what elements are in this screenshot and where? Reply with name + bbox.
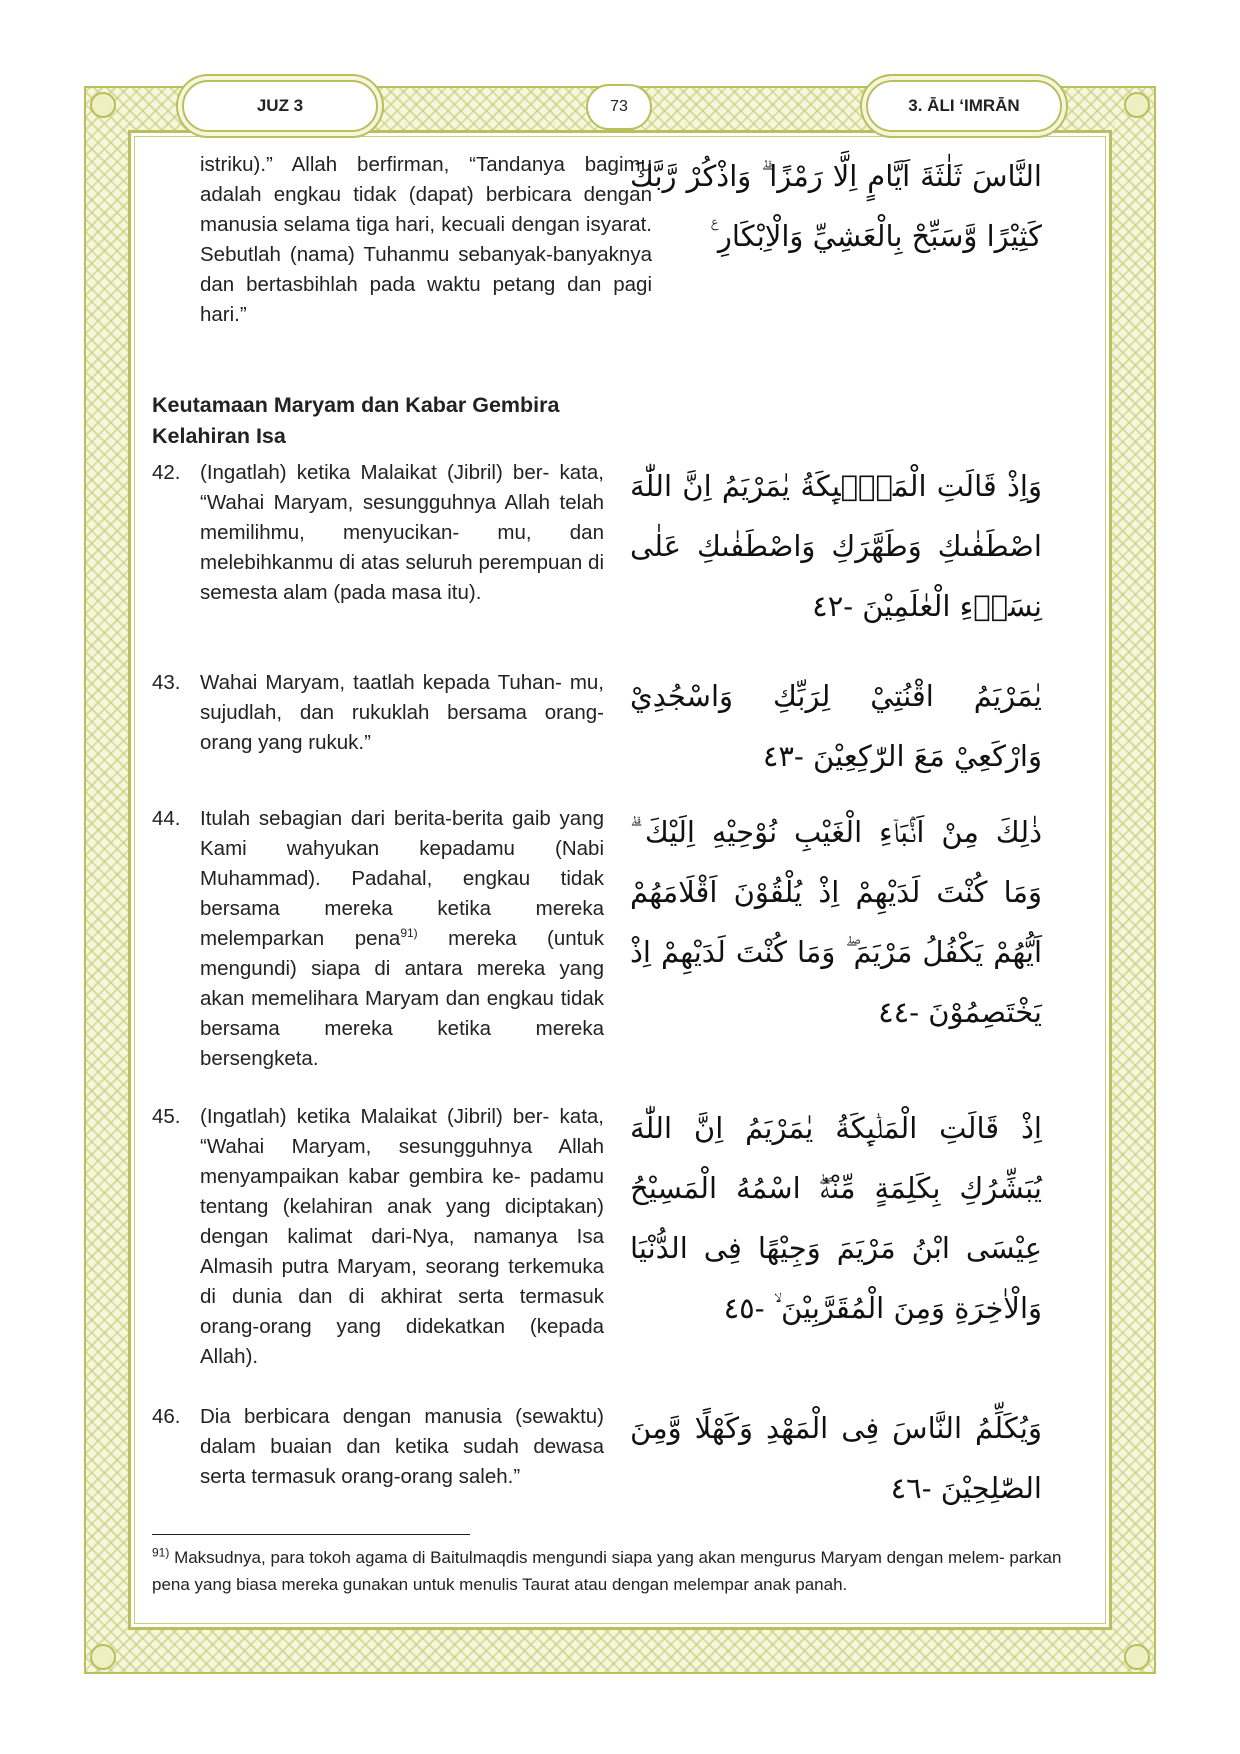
verse-text-part: Itulah sebagian dari berita-berita gaib yang Kami wahyukan kepadamu (Nabi Muhammad). Padahal, engkau tidak bersama mereka ketika mereka melemparkan pena bbox=[200, 807, 604, 950]
verse-45-arabic: اِذْ قَالَتِ الْمَلٰۤىِٕكَةُ يٰمَرْيَمُ اِنَّ اللّٰهَ يُبَشِّرُكِ بِكَلِمَةٍ مِّنْهُۖ اسْمُهُ الْمَسِيْحُ عِيْسَى ابْنُ مَرْيَمَ وَجِيْهًا فِى الدُّنْيَا وَالْاٰخِرَةِ وَمِنَ الْمُقَرَّبِيْنَ ۙ ‎-٤٥ bbox=[630, 1111, 1042, 1325]
verse-43-arabic: يٰمَرْيَمُ اقْنُتِيْ لِرَبِّكِ وَاسْجُدِيْ وَارْكَعِيْ مَعَ الرّٰكِعِيْنَ ‎-٤٣ bbox=[630, 679, 1042, 773]
verse-42-translation bbox=[152, 458, 604, 608]
footnote-text: Maksudnya, para tokoh agama di Baitulmaqdis mengundi siapa yang akan mengurus Maryam dengan melem- parkan pena yang biasa mereka gunakan untuk menulis Taurat atau dengan melempar anak panah. bbox=[152, 1548, 1062, 1594]
corner-ornament-top-left bbox=[90, 92, 116, 118]
verse-text-part: mereka (untuk mengundi) siapa di antara mereka yang akan memelihara Maryam dan engkau tidak bersama mereka ketika mereka bersengketa. bbox=[200, 927, 604, 1070]
section-heading: Keutamaan Maryam dan Kabar Gembira Kelahiran Isa bbox=[152, 393, 560, 448]
verse-number: 42. bbox=[152, 461, 181, 484]
verse-46-arabic: وَيُكَلِّمُ النَّاسَ فِى الْمَهْدِ وَكَهْلًا وَّمِنَ الصّٰلِحِيْنَ ‎-٤٦ bbox=[630, 1411, 1042, 1505]
corner-ornament-top-right bbox=[1124, 92, 1150, 118]
corner-ornament-bottom-left bbox=[90, 1644, 116, 1670]
verse-44-translation bbox=[152, 804, 604, 1074]
verse-text: (Ingatlah) ketika Malaikat (Jibril) ber- kata, “Wahai Maryam, sesungguhnya Allah telah memilihmu, menyucikan- mu, dan melebihkanmu di atas seluruh perempuan di semesta alam (pada masa itu). bbox=[200, 461, 604, 604]
continuation-text: istriku).” Allah berfirman, “Tandanya bagimu adalah engkau tidak (dapat) berbicara dengan manusia selama tiga hari, kecuali dengan isyarat. Sebutlah (nama) Tuhanmu sebanyak-banyaknya dan bertasbihlah pada waktu petang dan pagi hari.” bbox=[200, 153, 652, 326]
verse-45-translation bbox=[152, 1102, 604, 1372]
verse-number: 45. bbox=[152, 1105, 181, 1128]
verse-44-arabic: ذٰلِكَ مِنْ اَنْۢبَاۤءِ الْغَيْبِ نُوْحِيْهِ اِلَيْكَ ۗ وَمَا كُنْتَ لَدَيْهِمْ اِذْ يُلْقُوْنَ اَقْلَامَهُمْ اَيُّهُمْ يَكْفُلُ مَرْيَمَ ۖ وَمَا كُنْتَ لَدَيْهِمْ اِذْ يَخْتَصِمُوْنَ ‎-٤٤ bbox=[630, 815, 1042, 1029]
verse-text bbox=[200, 804, 604, 1074]
footnote bbox=[152, 1544, 1084, 1598]
verse-text: Wahai Maryam, taatlah kepada Tuhan- mu, sujudlah, dan rukuklah bersama orang-orang yang rukuk.” bbox=[200, 671, 604, 754]
corner-ornament-bottom-right bbox=[1124, 1644, 1150, 1670]
footnote-number: 91) bbox=[152, 1545, 170, 1560]
verse-text: Dia berbicara dengan manusia (sewaktu) dalam buaian dan ketika sudah dewasa serta termasuk orang-orang saleh.” bbox=[200, 1405, 604, 1488]
verse-text: (Ingatlah) ketika Malaikat (Jibril) ber- kata, “Wahai Maryam, sesungguhnya Allah menyampaikan kabar gembira ke- padamu tentang (kelahiran anak yang diciptakan) dengan kalimat dari-Nya, namanya Isa Almasih putra Maryam, seorang terkemuka di dunia dan di akhirat serta termasuk orang-orang yang didekatkan (kepada Allah). bbox=[200, 1105, 604, 1368]
verse-number: 44. bbox=[152, 807, 181, 830]
footnote-reference[interactable]: 91) bbox=[400, 926, 418, 941]
verse-42-arabic: وَاِذْ قَالَتِ الْمَلٰۤىِٕكَةُ يٰمَرْيَمُ اِنَّ اللّٰهَ اصْطَفٰىكِ وَطَهَّرَكِ وَاصْطَفٰىكِ عَلٰى نِسَاۤءِ الْعٰلَمِيْنَ ‎-٤٢ bbox=[630, 469, 1042, 623]
surah-title: 3. ĀLI ‘IMRĀN bbox=[866, 80, 1062, 132]
page-number: 73 bbox=[586, 84, 652, 130]
juz-label: JUZ 3 bbox=[182, 80, 378, 132]
continuation-arabic: النَّاسَ ثَلٰثَةَ اَيَّامٍ اِلَّا رَمْزًا ۗ وَاذْكُرْ رَّبَّكَ كَثِيْرًا وَّسَبِّحْ بِالْعَشِيِّ وَالْاِبْكَارِ ࣖ bbox=[630, 159, 1042, 253]
verse-46-translation bbox=[152, 1402, 604, 1492]
continuation-translation bbox=[152, 150, 652, 330]
footnote-divider bbox=[152, 1534, 470, 1535]
verse-43-translation bbox=[152, 668, 604, 758]
verse-number: 43. bbox=[152, 671, 181, 694]
verse-number: 46. bbox=[152, 1405, 181, 1428]
